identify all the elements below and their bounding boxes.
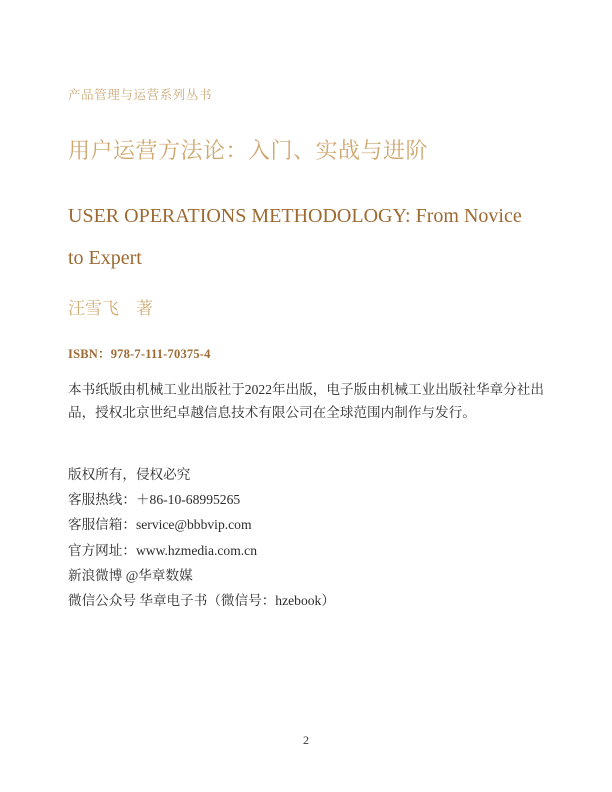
publication-note: 本书纸版由机械工业出版社于2022年出版，电子版由机械工业出版社华章分社出品，授权北京世纪卓越信息技术有限公司在全球范围内制作与发行。 bbox=[68, 382, 544, 420]
isbn-label: ISBN： bbox=[68, 347, 111, 361]
page-number: 2 bbox=[303, 733, 309, 747]
series-line: 产品管理与运营系列丛书 bbox=[68, 88, 213, 102]
contact-line-hotline: 客服热线：＋86-10-68995265 bbox=[68, 492, 241, 508]
isbn-line bbox=[68, 344, 211, 362]
contact-line-weibo: 新浪微博 @华章数媒 bbox=[68, 567, 193, 583]
author-role: 著 bbox=[136, 299, 153, 318]
isbn-value: 978-7-111-70375-4 bbox=[110, 347, 211, 361]
contact-line-wechat: 微信公众号 华章电子书（微信号：hzebook） bbox=[68, 593, 335, 609]
contact-block bbox=[68, 462, 488, 613]
author-name: 汪雪飞 bbox=[68, 299, 119, 318]
page-title-english: USER OPERATIONS METHODOLOGY: From Novice to Expert bbox=[68, 205, 522, 269]
contact-line-email: 客服信箱：service@bbbvip.com bbox=[68, 517, 252, 533]
contact-line-website: 官方网址：www.hzmedia.com.cn bbox=[68, 542, 258, 558]
contact-line-copyright-notice: 版权所有，侵权必究 bbox=[68, 467, 191, 482]
author-line bbox=[68, 294, 153, 319]
page-title-chinese: 用户运营方法论：入门、实战与进阶 bbox=[68, 138, 429, 163]
